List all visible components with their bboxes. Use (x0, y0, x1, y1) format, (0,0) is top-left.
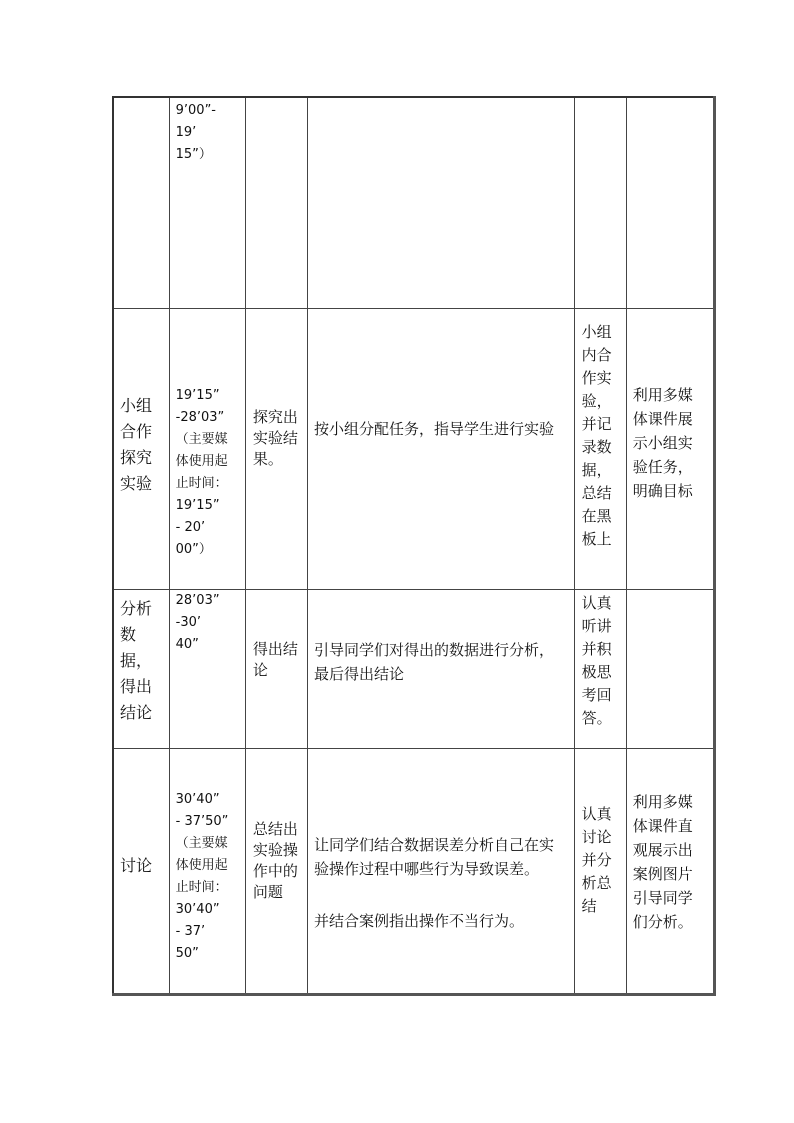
student-activity-cell (574, 589, 626, 748)
stage-text: 分析 数 据， 得出 结论 (120, 598, 153, 722)
teacher-activity-cell (307, 589, 574, 748)
student-activity-cell (574, 97, 626, 308)
media-cell (626, 748, 714, 994)
teacher-text: 并结合案例指出操作不当行为。 (313, 911, 524, 930)
table-row (113, 97, 715, 308)
stage-text: 小组 合作 探究 实验 (120, 395, 153, 493)
teacher-text: 按小组分配任务，指导学生进行实验 (313, 419, 554, 438)
goal-text: 探究出 实验结 果。 (252, 407, 298, 468)
teacher-text: 让同学们结合数据误差分析自己在实验操作过程中哪些行为导致误差。 (313, 835, 554, 878)
goal-cell (245, 308, 307, 589)
teacher-activity-cell (307, 308, 574, 589)
student-activity-cell (574, 308, 626, 589)
teacher-activity-cell (307, 748, 574, 994)
time-text: 28’03” -30’ 40” (175, 592, 220, 652)
media-text: 利用多媒 体课件直 观展示出 案例图片 引导同学 们分析。 (632, 792, 693, 931)
table-row (113, 589, 715, 748)
stage-cell (113, 589, 169, 748)
time-cell (169, 97, 245, 308)
goal-cell (245, 589, 307, 748)
time-cell (169, 589, 245, 748)
stage-cell (113, 748, 169, 994)
teacher-text: 引导同学们对得出的数据进行分析，最后得出结论 (313, 640, 554, 683)
media-text: 利用多媒 体课件展 示小组实 验任务， 明确目标 (632, 385, 693, 500)
goal-text: 总结出 实验操 作中的 问题 (252, 819, 298, 901)
time-text: 30’40” - 37’50” （主要媒 体使用起 止时间： 30’40” - 37’ 50” (175, 791, 229, 961)
student-text: 认真 听讲 并积 极思 考回 答。 (581, 593, 612, 727)
goal-text: 得出结 论 (252, 639, 298, 679)
teacher-activity-cell (307, 97, 574, 308)
lesson-plan-table (112, 96, 716, 996)
goal-cell (245, 748, 307, 994)
media-cell (626, 97, 714, 308)
student-text: 小组 内合 作实 验， 并记 录数 据， 总结 在黑 板上 (581, 322, 612, 548)
stage-text: 讨论 (120, 855, 153, 875)
time-text: 9’00”- 19’ 15”） (175, 103, 216, 162)
time-text: 19’15” -28’03” （主要媒 体使用起 止时间： 19’15” - 20’ 00”） (175, 387, 228, 557)
stage-cell (113, 308, 169, 589)
stage-cell (113, 97, 169, 308)
media-cell (626, 589, 714, 748)
student-text: 认真 讨论 并分 析总 结 (581, 804, 612, 915)
table-row (113, 748, 715, 994)
student-activity-cell (574, 748, 626, 994)
goal-cell (245, 97, 307, 308)
media-cell (626, 308, 714, 589)
time-cell (169, 748, 245, 994)
time-cell (169, 308, 245, 589)
table-row (113, 308, 715, 589)
